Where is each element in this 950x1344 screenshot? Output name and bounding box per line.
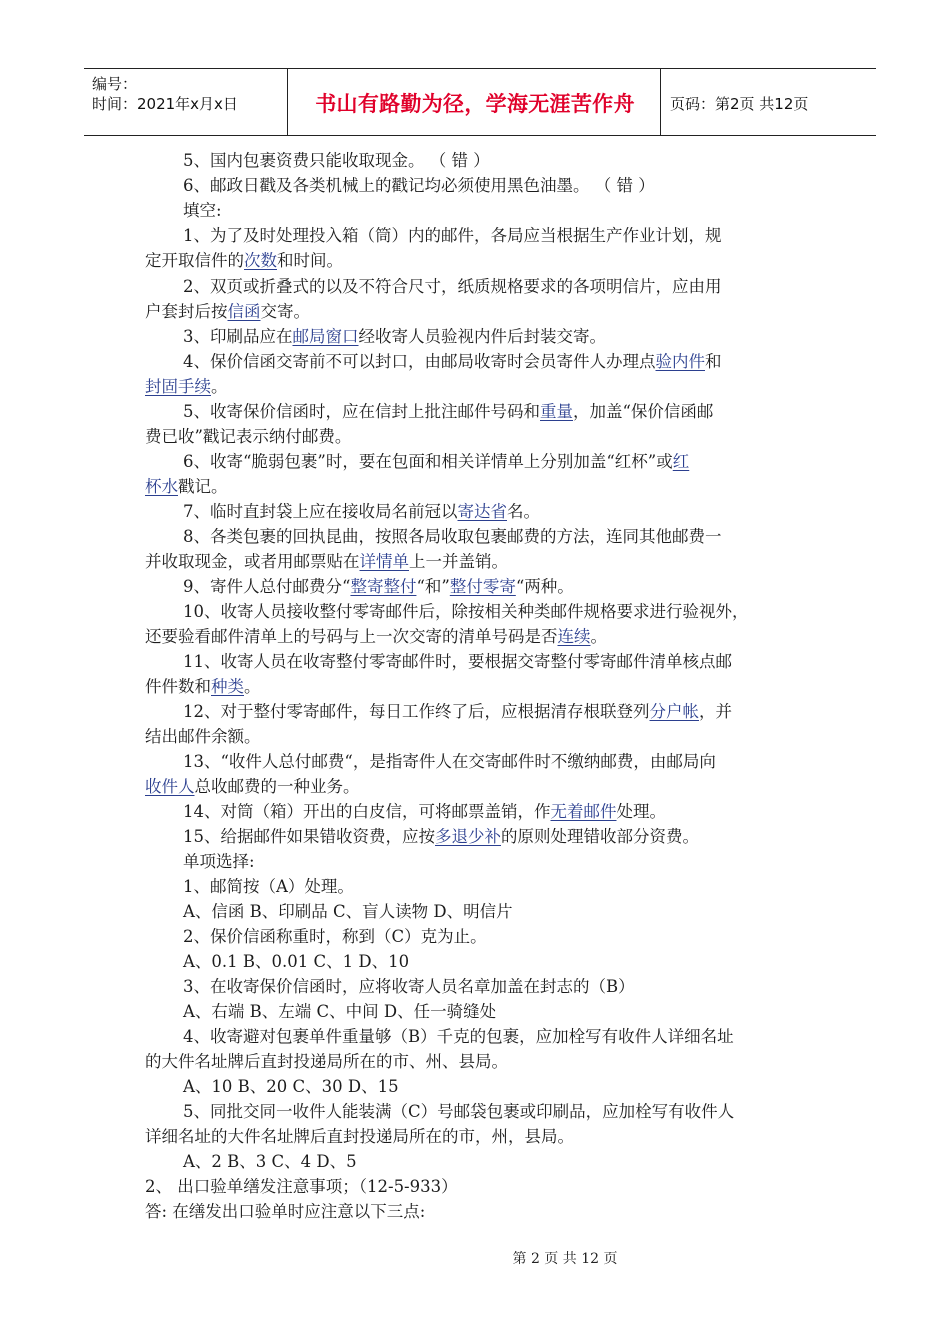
text-segment: 结出邮件余额。 (145, 727, 261, 746)
page-footer: 第 2 页 共 12 页 (512, 1251, 618, 1267)
text-segment: 和 (705, 352, 722, 371)
text-segment: 6、收寄“脆弱包裹”时，要在包面和相关详情单上分别加盖“红杯”或 (183, 452, 673, 471)
text-line (183, 1075, 399, 1099)
text-segment: 。 (244, 677, 261, 696)
text-line (145, 1200, 425, 1224)
header-top-rule (84, 68, 876, 69)
fill-answer: 邮局窗口 (292, 327, 359, 346)
text-segment: 6、邮政日戳及各类机械上的戳记均必须使用黑色油墨。 （ 错 ） (183, 176, 655, 195)
text-line (183, 700, 732, 724)
fill-answer: 红 (672, 452, 690, 471)
text-line (183, 750, 716, 774)
text-line (183, 1150, 357, 1174)
text-segment: A、2 B、3 C、4 D、5 (183, 1152, 357, 1171)
text-line (183, 199, 222, 223)
fill-answer: 多退少补 (435, 827, 501, 846)
text-segment: 的大件名址牌后直封投递局所在的市、州、县局。 (145, 1052, 508, 1071)
text-segment: 1、为了及时处理投入箱（筒）内的邮件，各局应当根据生产作业计划，规 (183, 226, 722, 245)
text-segment: 详细名址的大件名址牌后直封投递局所在的市，州，县局。 (145, 1127, 574, 1146)
text-line (145, 550, 508, 574)
text-line (145, 675, 261, 699)
text-line (183, 174, 655, 198)
fill-answer: 杯水 (145, 477, 178, 496)
fill-answer: 收件人 (145, 777, 195, 796)
text-line (183, 1000, 496, 1024)
text-segment: 费已收”戳记表示纳付邮费。 (145, 427, 352, 446)
text-segment: 还要验看邮件清单上的号码与上一次交寄的清单号码是否 (145, 627, 558, 646)
text-line (183, 650, 732, 674)
text-segment: 戳记。 (178, 477, 228, 496)
text-segment: 经收寄人员验视内件后封装交寄。 (358, 327, 606, 346)
text-line (183, 975, 635, 999)
text-line (183, 275, 722, 299)
text-line (145, 625, 607, 649)
text-segment: A、右端 B、左端 C、中间 D、任一骑缝处 (183, 1002, 497, 1021)
text-segment: 2、 出口验单缮发注意事项；（12-5-933） (145, 1177, 458, 1196)
text-segment: 3、印刷品应在 (183, 327, 293, 346)
text-segment: 12、对于整付零寄邮件，每日工作终了后，应根据清存根联登列 (183, 702, 650, 721)
text-line (145, 1175, 458, 1199)
text-line (145, 1125, 574, 1149)
text-line (183, 825, 699, 849)
text-segment: “和” (416, 577, 450, 596)
text-line (145, 775, 360, 799)
fill-answer: 次数 (244, 251, 277, 270)
text-segment: 5、国内包裹资费只能收取现金。 （ 错 ） (183, 151, 490, 170)
text-segment: A、0.1 B、0.01 C、1 D、10 (183, 952, 410, 971)
text-line (183, 400, 713, 424)
text-segment: 14、对筒（箱）开出的白皮信，可将邮票盖销，作 (183, 802, 551, 821)
text-line (183, 875, 354, 899)
text-line (145, 249, 343, 273)
text-segment: A、信函 B、印刷品 C、盲人读物 D、明信片 (183, 902, 513, 921)
text-segment: 1、邮简按（A）处理。 (183, 877, 354, 896)
text-segment: 处理。 (616, 802, 666, 821)
header-divider-right (660, 68, 661, 135)
header-bottom-rule (84, 135, 876, 136)
text-segment: 并收取现金，或者用邮票贴在 (145, 552, 360, 571)
text-line (183, 850, 255, 874)
text-line (183, 1100, 734, 1124)
text-segment: 4、收寄避对包裹单件重量够（B）千克的包裹，应加栓写有收件人详细名址 (183, 1027, 734, 1046)
text-segment: 3、在收寄保价信函时，应将收寄人员名章加盖在封志的（B） (183, 977, 635, 996)
text-segment: 单项选择: (183, 852, 255, 871)
text-segment: 5、同批交同一收件人能装满（C）号邮袋包裹或印刷品，应加栓写有收件人 (183, 1102, 735, 1121)
text-segment: 8、各类包裹的回执昆曲，按照各局收取包裹邮费的方法，连同其他邮费一 (183, 527, 722, 546)
text-line (145, 475, 228, 499)
text-segment: ，加盖“保价信函邮 (573, 402, 714, 421)
text-segment: 5、收寄保价信函时，应在信封上批注邮件号码和 (183, 402, 540, 421)
text-line (183, 575, 574, 599)
text-segment: 户套封后按 (145, 302, 228, 321)
text-segment: 件件数和 (145, 677, 211, 696)
text-segment: 和时间。 (277, 251, 343, 270)
text-segment: 总收邮费的一种业务。 (194, 777, 360, 796)
text-segment: 答: 在缮发出口验单时应注意以下三点: (145, 1202, 426, 1221)
text-segment: 的原则处理错收部分资费。 (501, 827, 699, 846)
fill-answer: 重量 (540, 402, 573, 421)
text-line (183, 600, 749, 624)
text-segment: 交寄。 (260, 302, 310, 321)
text-line (145, 375, 228, 399)
text-line (183, 500, 540, 524)
fill-answer: 整付零寄 (449, 577, 516, 596)
text-line (183, 450, 689, 474)
text-segment: 4、保价信函交寄前不可以封口，由邮局收寄时会员寄件人办理点 (183, 352, 656, 371)
text-segment: 7、临时直封袋上应在接收局名前冠以 (183, 502, 458, 521)
text-segment: 。 (211, 377, 228, 396)
text-line (183, 950, 409, 974)
fill-answer: 连续 (557, 627, 591, 646)
text-line (183, 800, 666, 824)
fill-answer: 信函 (227, 302, 261, 321)
text-line (145, 300, 310, 324)
text-line (183, 925, 487, 949)
fill-answer: 整寄整付 (350, 577, 417, 596)
date-label: 时间：2021年x月x日 (92, 95, 238, 113)
text-segment: 填空: (183, 201, 222, 220)
text-segment: 。 (590, 627, 607, 646)
text-line (183, 1025, 734, 1049)
text-segment: 定开取信件的 (145, 251, 244, 270)
text-segment: 名。 (507, 502, 540, 521)
text-segment: 2、保价信函称重时，称到（C）克为止。 (183, 927, 487, 946)
number-label: 编号： (92, 75, 138, 93)
header-divider-left (287, 68, 288, 135)
text-segment: 2、双页或折叠式的以及不符合尺寸，纸质规格要求的各项明信片，应由用 (183, 277, 722, 296)
text-line (183, 350, 722, 374)
fill-answer: 种类 (211, 677, 244, 696)
fill-answer: 详情单 (359, 552, 409, 571)
text-line (183, 149, 490, 173)
text-line (145, 425, 351, 449)
text-segment: 13、“收件人总付邮费“，是指寄件人在交寄邮件时不缴纳邮费，由邮局向 (183, 752, 716, 771)
text-segment: 9、寄件人总付邮费分“ (183, 577, 351, 596)
fill-answer: 寄达省 (457, 502, 507, 521)
text-line (183, 900, 513, 924)
text-segment: ，并 (699, 702, 732, 721)
fill-answer: 封固手续 (145, 377, 211, 396)
text-segment: 10、收寄人员接收整付零寄邮件后，除按相关种类邮件规格要求进行验视外， (183, 602, 749, 621)
page-indicator: 页码：第2页 共12页 (670, 95, 809, 113)
fill-answer: 无着邮件 (550, 802, 617, 821)
motto-title: 书山有路勤为径，学海无涯苦作舟 (315, 92, 635, 116)
text-line (145, 725, 261, 749)
text-line (183, 325, 606, 349)
text-line (183, 224, 722, 248)
fill-answer: 验内件 (655, 352, 705, 371)
text-line (183, 525, 722, 549)
text-segment: “两种。 (515, 577, 574, 596)
text-segment: A、10 B、20 C、30 D、15 (183, 1077, 399, 1096)
fill-answer: 分户帐 (649, 702, 699, 721)
text-segment: 15、给据邮件如果错收资费，应按 (183, 827, 435, 846)
text-segment: 11、收寄人员在收寄整付零寄邮件时，要根据交寄整付零寄邮件清单核点邮 (183, 652, 732, 671)
text-segment: 上一并盖销。 (409, 552, 508, 571)
text-line (145, 1050, 508, 1074)
